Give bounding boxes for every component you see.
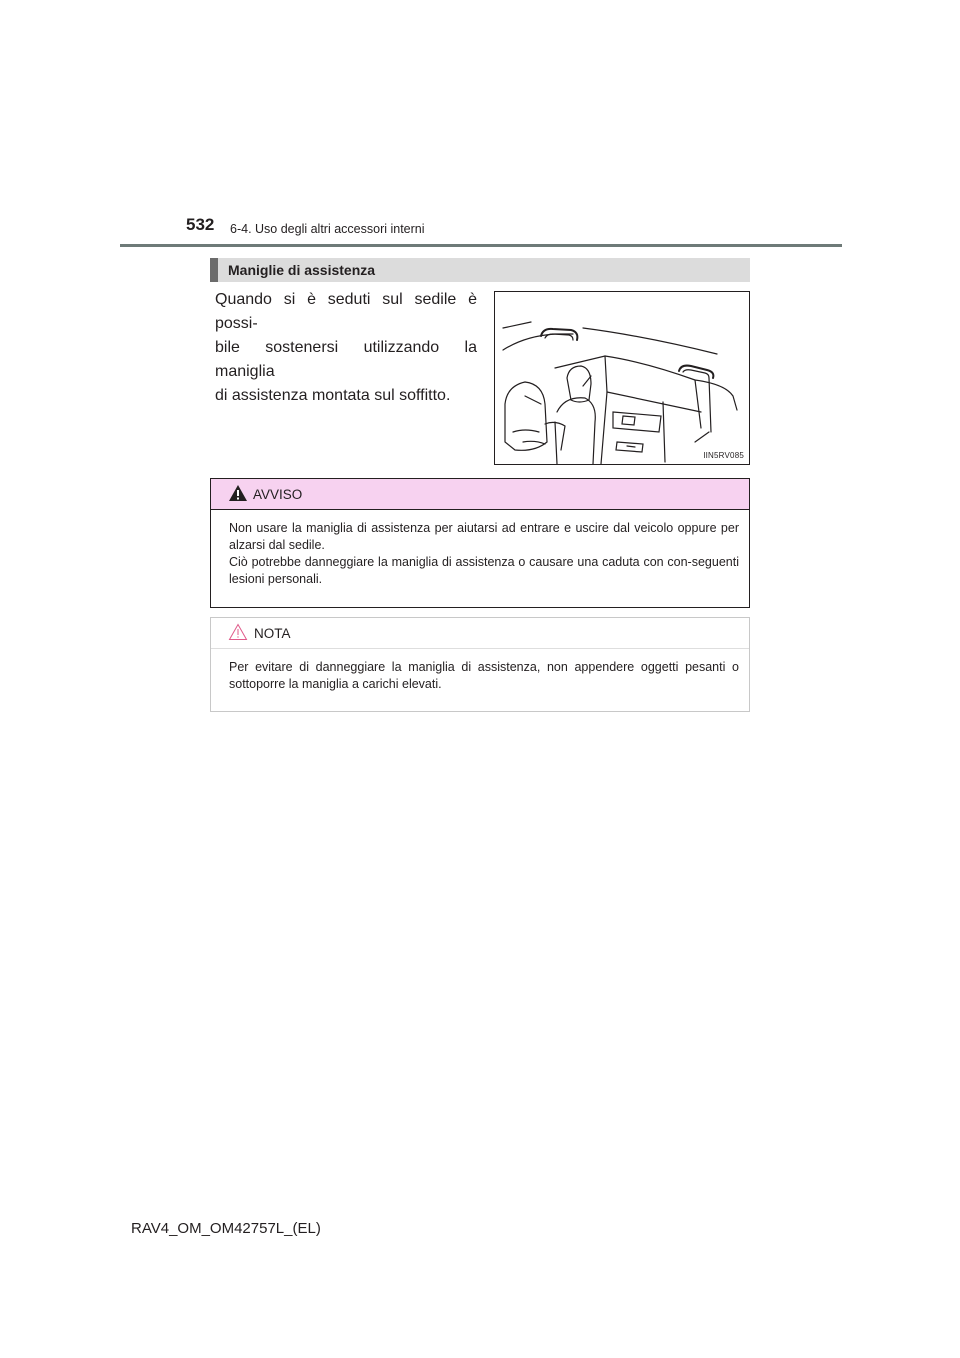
warning-line: Non usare la maniglia di assistenza per aiutarsi ad entrare e uscire dal veicolo <box>229 521 674 535</box>
notice-title: NOTA <box>254 626 291 641</box>
car-interior-drawing <box>495 292 749 464</box>
section-heading-text: Maniglie di assistenza <box>228 262 376 278</box>
section-heading <box>210 258 750 282</box>
assist-grip-illustration <box>494 291 750 465</box>
body-line: di assistenza montata sul soffitto. <box>215 387 451 404</box>
header-rule <box>120 244 842 247</box>
warning-line: seguenti lesioni personali. <box>229 555 739 586</box>
notice-header <box>211 618 749 649</box>
body-line: Quando si è seduti sul sedile è possi- <box>215 291 477 332</box>
warning-line: oppure per alzarsi dal sedile. <box>229 521 739 552</box>
caution-outline-triangle-icon <box>228 623 248 646</box>
warning-text <box>211 510 749 588</box>
notice-line: Per evitare di danneggiare la maniglia di assistenza, non appendere oggetti pesanti <box>229 660 726 674</box>
notice-line: o sottoporre la maniglia a carichi elevati. <box>229 660 739 691</box>
warning-triangle-icon <box>228 484 248 507</box>
page-number: 532 <box>186 215 215 234</box>
warning-title: AVVISO <box>253 487 303 502</box>
warning-header <box>211 479 749 510</box>
body-text <box>215 288 477 408</box>
warning-line: Ciò potrebbe danneggiare la maniglia di assistenza o causare una caduta con con- <box>229 555 692 569</box>
footer-code: RAV4_OM_OM42757L_(EL) <box>131 1220 321 1237</box>
notice-text <box>211 649 749 693</box>
warning-box <box>210 478 750 608</box>
body-line: bile sostenersi utilizzando la maniglia <box>215 339 477 380</box>
notice-box <box>210 617 750 712</box>
figure-code: IIN5RV085 <box>703 451 744 460</box>
running-head: 6-4. Uso degli altri accessori interni <box>230 222 425 236</box>
